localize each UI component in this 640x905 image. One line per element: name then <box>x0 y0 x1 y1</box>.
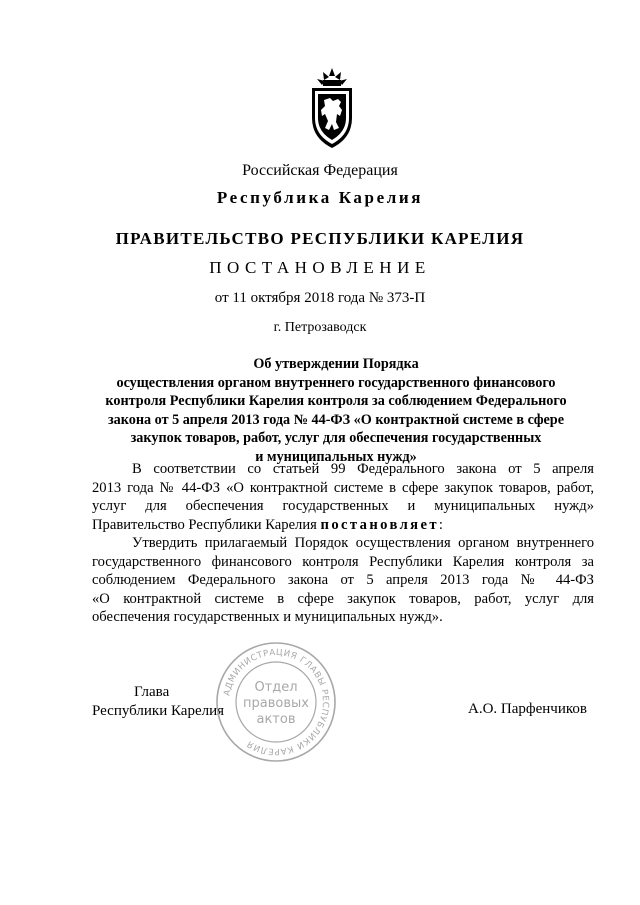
subject-line: закупок товаров, работ, услуг для обеспечения государственных <box>130 430 542 446</box>
body-line-suffix: : <box>438 516 443 533</box>
document-date-number: от 11 октября 2018 года № 373-П <box>214 290 426 306</box>
body-line: государственного финансового контроля Республики Карелия контроля за <box>92 553 594 570</box>
coat-of-arms-icon <box>303 66 361 150</box>
resolves-word: постановляет <box>320 516 439 533</box>
country-name: Российская Федерация <box>242 162 398 179</box>
signatory-title-line1: Глава <box>134 684 170 700</box>
body-line: соблюдением Федерального закона от 5 апреля 2013 года № 44-ФЗ <box>92 572 594 588</box>
subject-line: осуществления органом внутреннего государственного финансового <box>116 374 556 391</box>
body-line: В соответствии со статьей 99 Федерального закона от 5 апреля <box>132 461 594 477</box>
signatory-name: А.О. Парфенчиков <box>468 701 587 717</box>
signatory-title-line2: Республики Карелия <box>92 702 225 719</box>
body-line-prefix: Правительство Республики Карелия <box>92 516 321 533</box>
body-line: Утвердить прилагаемый Порядок осуществления органом внутреннего <box>132 535 594 551</box>
document-body <box>92 460 594 627</box>
stamp-line3: актов <box>256 712 296 727</box>
stamp-ring-text: АДМИНИСТРАЦИЯ ГЛАВЫ РЕСПУБЛИКИ КАРЕЛИЯ <box>222 647 331 757</box>
body-line: «О контрактной системе в сфере закупок товаров, работ, услуг для <box>92 590 594 607</box>
subject-line: контроля Республики Карелия контроля за соблюдением Федерального <box>105 393 567 409</box>
official-stamp <box>214 640 338 764</box>
stamp-line2: правовых <box>243 696 309 711</box>
body-line: услуг для обеспечения государственных и муниципальных нужд» <box>92 498 594 514</box>
document-subject <box>86 355 586 466</box>
body-line: обеспечения государственных и муниципальных нужд». <box>92 609 443 625</box>
signatory-title <box>92 683 224 720</box>
document-city: г. Петрозаводск <box>273 320 367 335</box>
body-line-resolution <box>92 516 594 535</box>
republic-name: Республика Карелия <box>216 188 424 207</box>
subject-line: закона от 5 апреля 2013 года № 44-ФЗ «О контрактной системе в сфере <box>107 411 564 428</box>
subject-line: Об утверждении Порядка <box>253 356 419 372</box>
government-title: ПРАВИТЕЛЬСТВО РЕСПУБЛИКИ КАРЕЛИЯ <box>115 229 525 248</box>
subject-line: и муниципальных нужд» <box>255 448 417 465</box>
document-type: ПОСТАНОВЛЕНИЕ <box>209 258 431 277</box>
stamp-line1: Отдел <box>254 680 298 695</box>
body-line: 2013 года № 44-ФЗ «О контрактной системе в сфере закупок товаров, работ, <box>92 479 594 496</box>
